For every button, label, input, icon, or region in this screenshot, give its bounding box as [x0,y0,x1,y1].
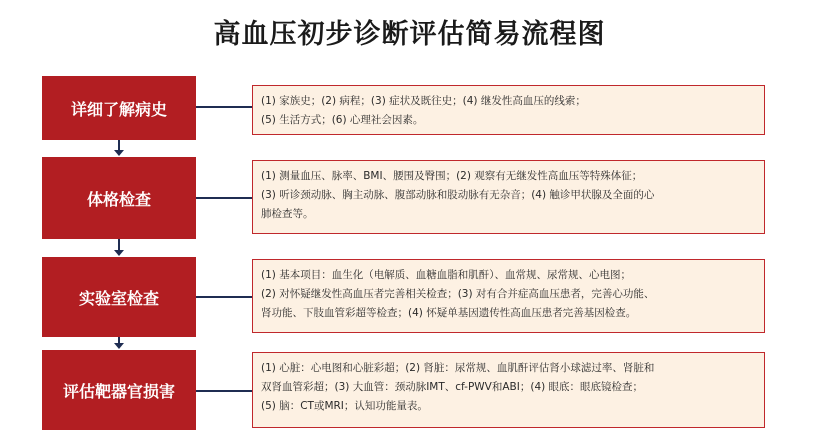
detail-line: (5) 脑：CT或MRI；认知功能量表。 [261,400,428,412]
detail-box-medical-history [252,85,765,135]
detail-line: (3) 听诊颈动脉、胸主动脉、腹部动脉和股动脉有无杂音；(4) 触诊甲状腺及全面的心 [261,189,655,201]
detail-line: (1) 测量血压、脉率、BMI、腰围及臀围；(2) 观察有无继发性高血压等特殊体征； [261,170,643,182]
detail-line: (1) 家族史；(2) 病程；(3) 症状及既往史；(4) 继发性高血压的线索； [261,95,586,107]
step-medical-history: 详细了解病史 [42,76,196,140]
flow-arrow-down-icon [114,250,124,256]
connector-line [196,197,252,199]
step-target-organ-damage: 评估靶器官损害 [42,350,196,430]
detail-box-lab-tests [252,259,765,333]
detail-box-target-organ-damage [252,352,765,428]
detail-line: (2) 对怀疑继发性高血压者完善相关检查；(3) 对有合并症高血压患者，完善心功能、 [261,288,655,300]
step-physical-exam: 体格检查 [42,157,196,239]
detail-line: 肾功能、下肢血管彩超等检查；(4) 怀疑单基因遗传性高血压患者完善基因检查。 [261,307,637,319]
page-title: 高血压初步诊断评估简易流程图 [213,19,606,50]
flow-arrow-down-icon [114,150,124,156]
connector-line [196,296,252,298]
detail-line: 双肾血管彩超；(3) 大血管：颈动脉IMT、cf-PWV和ABI；(4) 眼底：眼底镜检查； [261,381,644,393]
connector-line [196,390,252,392]
detail-line: (5) 生活方式；(6) 心理社会因素。 [261,114,424,126]
detail-line: (1) 心脏：心电图和心脏彩超；(2) 肾脏：尿常规、血肌酐评估肾小球滤过率、肾脏和 [261,362,655,374]
detail-line: 肺检查等。 [261,208,314,220]
detail-line: (1) 基本项目：血生化（电解质、血糖血脂和肌酐）、血常规、尿常规、心电图； [261,269,631,281]
detail-box-physical-exam [252,160,765,234]
connector-line [196,106,252,108]
step-lab-tests: 实验室检查 [42,257,196,337]
flow-arrow-down-icon [114,343,124,349]
